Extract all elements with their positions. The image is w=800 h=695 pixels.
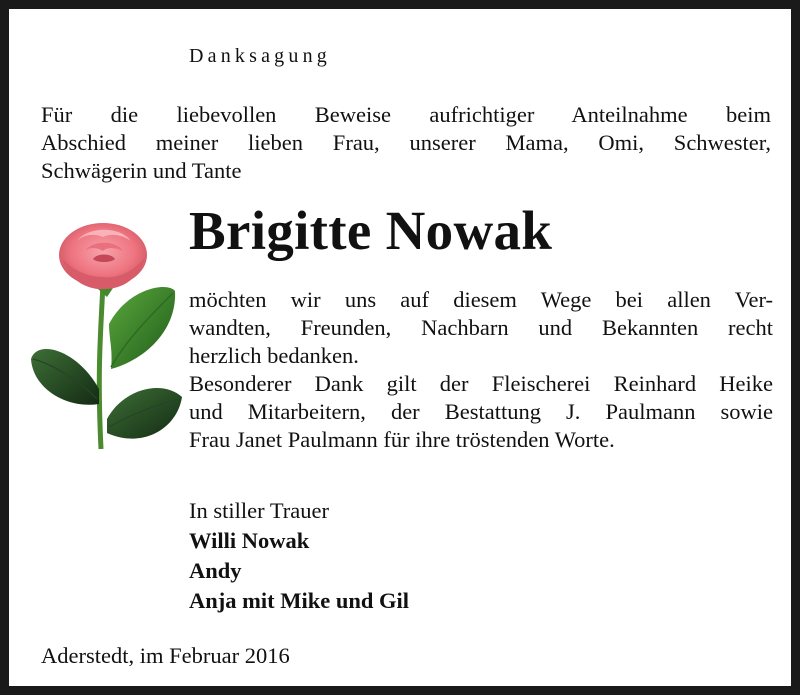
place-date: Aderstedt, im Februar 2016 bbox=[41, 643, 290, 668]
body-line: Frau Janet Paulmann für ihre tröstenden Worte. bbox=[189, 427, 615, 452]
rose-icon bbox=[27, 219, 187, 459]
mourner-name: Anja mit Mike und Gil bbox=[189, 588, 410, 613]
mourner-name: Andy bbox=[189, 558, 242, 583]
body-line: und Mitarbeitern, der Bestattung J. Paulmann sowie bbox=[189, 399, 773, 424]
thanks-paragraph bbox=[189, 286, 773, 454]
intro-line: Abschied meiner lieben Frau, unserer Mama, Omi, Schwester, bbox=[41, 130, 771, 155]
body-line: möchten wir uns auf diesem Wege bei allen Ver- bbox=[189, 287, 773, 312]
body-line: Besonderer Dank gilt der Fleischerei Reinhard Heike bbox=[189, 371, 773, 396]
intro-paragraph bbox=[41, 101, 771, 185]
intro-line: Schwägerin und Tante bbox=[41, 158, 242, 183]
body-line: wandten, Freunden, Nachbarn und Bekannten recht bbox=[189, 315, 773, 340]
deceased-name: Brigitte Nowak bbox=[189, 200, 553, 261]
notice-heading: Danksagung bbox=[189, 45, 331, 67]
body-line: herzlich bedanken. bbox=[189, 343, 359, 368]
mourning-lead: In stiller Trauer bbox=[189, 498, 329, 523]
intro-line: Für die liebevollen Beweise aufrichtiger Anteilnahme beim bbox=[41, 102, 771, 127]
mourner-name: Willi Nowak bbox=[189, 528, 310, 553]
mourners-block bbox=[189, 496, 409, 616]
